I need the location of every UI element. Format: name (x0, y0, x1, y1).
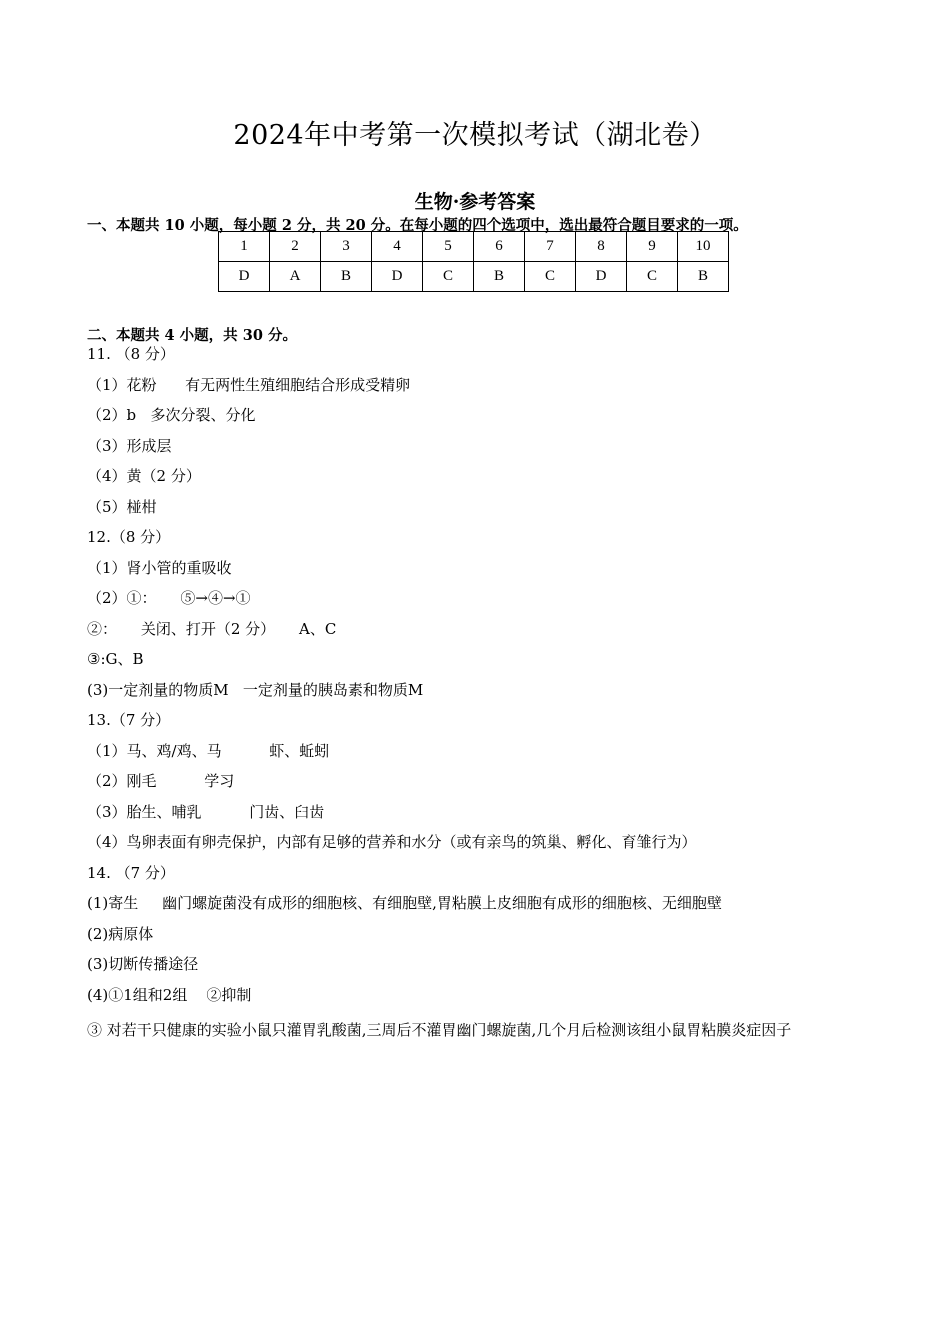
question-number-cell: 7 (525, 232, 576, 262)
section-1-heading: 一、本题共 10 小题，每小题 2 分，共 20 分。在每小题的四个选项中，选出最符合题目要求的一项。 (87, 217, 748, 234)
answer-line: ③ 对若干只健康的实验小鼠只灌胃乳酸菌,三周后不灌胃幽门螺旋菌,几个月后检测该组小鼠胃粘膜炎症因子 (87, 1021, 792, 1039)
answer-line: (3)切断传播途径 (87, 955, 199, 973)
answer-line: (4)①1组和2组 ②抑制 (87, 985, 252, 1004)
question-number-cell: 4 (372, 232, 423, 262)
answer-line: （5）椪柑 (87, 497, 157, 516)
answer-cell: D (372, 262, 423, 292)
answer-table (218, 231, 729, 292)
question-number-cell: 6 (474, 232, 525, 262)
answer-line: （3）胎生、哺乳 门齿、臼齿 (87, 802, 325, 821)
answer-line: （4）鸟卵表面有卵壳保护，内部有足够的营养和水分（或有亲鸟的筑巢、孵化、育雏行为） (87, 833, 697, 851)
answer-line: （4）黄（2 分） (87, 467, 201, 485)
question-heading: 12.（8 分） (87, 528, 171, 546)
answer-cell: B (321, 262, 372, 292)
answer-line: （2）①： ⑤→④→① (87, 589, 251, 607)
answer-line: （1）肾小管的重吸收 (87, 558, 232, 577)
answer-line: （1）花粉 有无两性生殖细胞结合形成受精卵 (87, 375, 411, 394)
question-number-cell: 2 (270, 232, 321, 262)
answer-cell: B (678, 262, 729, 292)
question-number-cell: 10 (678, 232, 729, 262)
answer-line: ②： 关闭、打开（2 分） A、C (87, 619, 337, 638)
answer-cell: D (219, 262, 270, 292)
answer-lines (87, 344, 877, 1046)
question-heading: 11. （8 分） (87, 345, 175, 363)
answer-cell: C (423, 262, 474, 292)
answer-line: (3)一定剂量的物质M 一定剂量的胰岛素和物质M (87, 680, 424, 699)
answer-line: ③:G、B (87, 650, 144, 668)
page-subtitle: 生物·参考答案 (414, 191, 536, 213)
question-number-cell: 1 (219, 232, 270, 262)
answer-line: （3）形成层 (87, 436, 172, 455)
question-number-cell: 8 (576, 232, 627, 262)
answer-cell: B (474, 262, 525, 292)
question-number-cell: 3 (321, 232, 372, 262)
answer-line: （2）b 多次分裂、分化 (87, 406, 256, 424)
page-title: 2024年中考第一次模拟考试（湖北卷） (233, 120, 717, 151)
answer-cell: D (576, 262, 627, 292)
answer-cell: A (270, 262, 321, 292)
question-heading: 13.（7 分） (87, 711, 171, 729)
answer-line: (2)病原体 (87, 924, 154, 943)
answer-line: （2）刚毛 学习 (87, 772, 235, 790)
answer-table-number-row (219, 232, 729, 262)
section-2-heading: 二、本题共 4 小题，共 30 分。 (87, 327, 297, 344)
answer-table-answer-row (219, 262, 729, 292)
question-number-cell: 9 (627, 232, 678, 262)
answer-cell: C (627, 262, 678, 292)
question-number-cell: 5 (423, 232, 474, 262)
answer-line: (1)寄生 幽门螺旋菌没有成形的细胞核、有细胞壁,胃粘膜上皮细胞有成形的细胞核、无细胞壁 (87, 894, 722, 912)
answer-line: （1）马、鸡/鸡、马 虾、蚯蚓 (87, 741, 330, 760)
answer-cell: C (525, 262, 576, 292)
question-heading: 14. （7 分） (87, 863, 175, 882)
